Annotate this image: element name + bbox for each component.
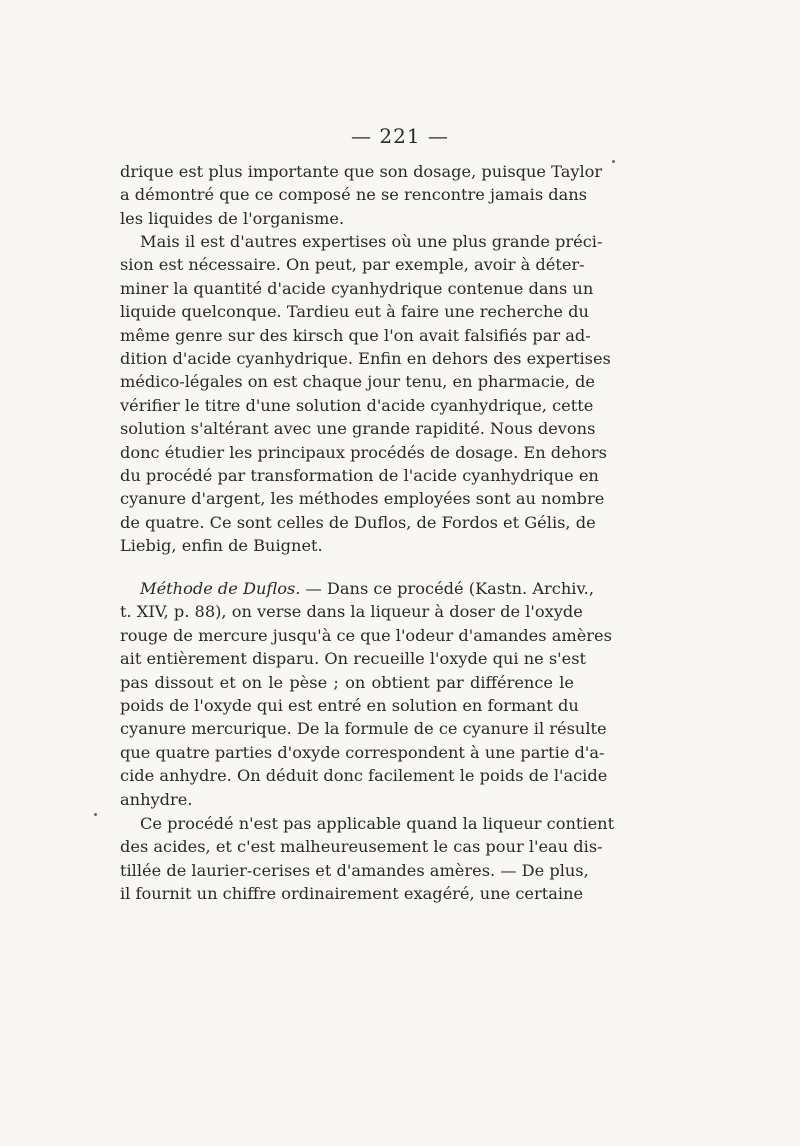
text-line: les liquides de l'organisme. (120, 208, 345, 228)
text-line: tillée de laurier-cerises et d'amandes amères. — De plus, (120, 860, 589, 880)
text-line: cide anhydre. On déduit donc facilement le poids de l'acide (120, 766, 608, 786)
text-line: ait entièrement disparu. On recueille l'oxyde qui ne s'est (120, 649, 587, 669)
text-line: a démontré que ce composé ne se rencontre jamais dans (120, 185, 588, 205)
text-line: cyanure mercurique. De la formule de ce cyanure il résulte (120, 719, 607, 739)
section-heading: Méthode de Duflos. (140, 579, 301, 598)
text-line: anhydre. (120, 789, 193, 809)
section-duflos (120, 577, 612, 811)
text-line: t. XIV, p. 88), on verse dans la liqueur à doser de l'oxyde (120, 602, 583, 622)
text-line: Ce procédé n'est pas applicable quand la liqueur contient (140, 814, 615, 833)
text-line: même genre sur des kirsch que l'on avait falsifiés par ad- (120, 325, 591, 345)
text-line: rouge de mercure jusqu'à ce que l'odeur d'amandes amères (120, 625, 612, 645)
section-first-line-text: — Dans ce procédé (Kastn. Archiv., (300, 579, 594, 598)
text-line: Mais il est d'autres expertises où une plus grande préci- (140, 232, 603, 251)
text-line: dition d'acide cyanhydrique. Enfin en dehors des expertises (120, 348, 611, 368)
section-first-line (120, 577, 594, 600)
paragraph-expertises (120, 230, 611, 557)
paragraph-applicability (120, 812, 615, 906)
text-line: sion est nécessaire. On peut, par exemple, avoir à déter- (120, 255, 585, 275)
text-line: liquide quelconque. Tardieu eut à faire une recherche du (120, 302, 589, 322)
text-line: Liebig, enfin de Buignet. (120, 536, 323, 556)
text-line: poids de l'oxyde qui est entré en solution en formant du (120, 695, 579, 715)
text-line: médico-légales on est chaque jour tenu, en pharmacie, de (120, 372, 595, 392)
text-line: pas dissout et on le pèse ; on obtient par différence le (120, 672, 574, 692)
text-line: de quatre. Ce sont celles de Duflos, de Fordos et Gélis, de (120, 512, 596, 532)
text-line: il fournit un chiffre ordinairement exagéré, une certaine (120, 884, 584, 904)
paragraph-continuation (120, 160, 603, 230)
text-line: que quatre parties d'oxyde correspondent à une partie d'a- (120, 742, 605, 762)
scan-speck (94, 813, 97, 816)
text-line: cyanure d'argent, les méthodes employées sont au nombre (120, 489, 605, 509)
text-line: miner la quantité d'acide cyanhydrique contenue dans un (120, 278, 594, 298)
scan-speck (612, 160, 615, 163)
text-line: drique est plus importante que son dosage, puisque Taylor (120, 162, 603, 181)
text-line: vérifier le titre d'une solution d'acide cyanhydrique, cette (120, 395, 594, 415)
text-line: solution s'altérant avec une grande rapidité. Nous devons (120, 419, 596, 439)
page-number: — 221 — (351, 124, 449, 148)
text-line: des acides, et c'est malheureusement le cas pour l'eau dis- (120, 837, 603, 857)
text-line: du procédé par transformation de l'acide cyanhydrique en (120, 465, 599, 485)
text-line: donc étudier les principaux procédés de dosage. En dehors (120, 442, 607, 462)
